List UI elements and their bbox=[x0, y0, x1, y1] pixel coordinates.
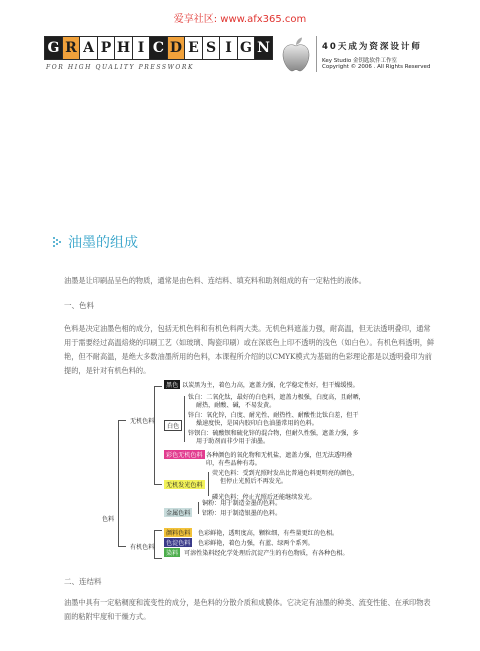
section-title: 油墨的组成 bbox=[68, 235, 138, 251]
logo-letter: I bbox=[219, 36, 238, 60]
tag-pigment: 染料 bbox=[166, 550, 179, 557]
brand-copyright: Copyright © 2006 . All Rights Reserved bbox=[322, 64, 431, 70]
tag-white: 白色 bbox=[164, 420, 182, 431]
fluor-phosphor: 磷光色料：停止光照后还能继续发光。 bbox=[212, 494, 316, 501]
desc-dye: 色彩鲜艳，着色力强，有蓝、绿两个系列。 bbox=[198, 540, 314, 547]
brand-studio: Key Studio 金钥匙软件工作室 bbox=[322, 58, 397, 64]
logo-letter: H bbox=[114, 36, 133, 60]
metal-aluminum: 铝粉：用于制造银墨的色料。 bbox=[202, 510, 282, 517]
white-zinc-2: 燥速度快，是国内胶印白色油墨常用的色料。 bbox=[196, 420, 318, 427]
pigment-paragraph: 色料是决定油墨色相的成分，包括无机色料和有机色料两大类。无机色料遮盖力强，耐高温，但无法透明叠印，通常用于需要经过高温焙烧的印刷工艺（如玻璃、陶瓷印刷）或在深底色上印不透明的浅色（如白色）。有机色料透明，鲜艳，但不耐高温，是绝大多数油墨所用的色料，本课程所介绍的以CMYK模式为基础的色彩理论都是以透明叠印为前提的，是针对有机色料的。 bbox=[64, 324, 435, 375]
logo-letter: S bbox=[202, 36, 221, 60]
node-inorganic: 无机色料 bbox=[130, 418, 155, 425]
tag-dye: 色淀色料 bbox=[166, 540, 191, 547]
white-titanium: 钛白：二氧化钛，最好的白色料，遮盖力极强，白度高，且耐晒， bbox=[188, 394, 365, 401]
desc-lake: 色彩鲜艳，透明度高，颗粒细，有些量更红的色相。 bbox=[198, 530, 339, 537]
heading-binder: 二、连结料 bbox=[64, 577, 102, 586]
watermark-text: 爱享社区: www.afx365.com bbox=[173, 14, 307, 25]
fluor-fluorescent-2: 但停止光照后不再发光。 bbox=[220, 478, 288, 485]
logo-letter: D bbox=[167, 36, 186, 60]
heading-pigment: 一、色料 bbox=[64, 301, 94, 310]
logo-letter: P bbox=[97, 36, 116, 60]
tag-metal: 金属色料 bbox=[166, 510, 191, 517]
node-root: 色料 bbox=[102, 516, 115, 523]
node-organic: 有机色料 bbox=[130, 544, 155, 551]
logo-letter: G bbox=[44, 36, 63, 60]
logo-tagline: FOR HIGH QUALITY PRESSWORK bbox=[46, 64, 195, 71]
logo-letter: A bbox=[79, 36, 98, 60]
logo-letter: E bbox=[184, 36, 203, 60]
tag-fluorescent: 无机发光色料 bbox=[166, 482, 203, 489]
white-lithopone: 锌钡白：硫酸钡和硫化锌的混合物，但耐久性强，遮盖力强，多 bbox=[188, 430, 359, 437]
header-divider bbox=[316, 36, 317, 72]
logo-letter: C bbox=[149, 36, 168, 60]
white-lithopone-2: 用于助剂而非少用于油墨。 bbox=[196, 438, 270, 445]
white-zinc: 锌白：氧化锌，白度、耐光性、耐热性、耐酸性比钛白差，但干 bbox=[188, 412, 359, 419]
intro-paragraph: 油墨是让印刷品呈色的物质，通常是由色料、连结料、填充料和助剂组成的有一定粘性的液体。 bbox=[64, 276, 366, 285]
dots-bullet-icon bbox=[52, 236, 64, 248]
apple-logo-icon bbox=[280, 36, 312, 72]
logo-letter: N bbox=[254, 36, 273, 60]
logo-letter: G bbox=[237, 36, 256, 60]
tag-color-inorganic: 彩色无机色料 bbox=[166, 452, 203, 459]
desc-color-inorganic: 各种颜色的氧化物和无机盐，遮盖力强，但无法透明叠 bbox=[206, 452, 353, 459]
desc-black: 以炭黑为主，着色力高，遮盖力强，化学稳定性好，但干燥缓慢。 bbox=[182, 382, 359, 389]
binder-paragraph: 油墨中具有一定粘稠度和流变性的成分，是色料的分散介质和成膜体。它决定有油墨的种类、流变性能、在承印物表面的粘附牢度和干燥方式。 bbox=[64, 598, 431, 621]
pigment-classification-diagram bbox=[96, 376, 396, 562]
white-titanium-2: 耐热，耐酸、碱，不易发黄。 bbox=[196, 402, 276, 409]
metal-copper: 铜粉：用于制造金墨的色料。 bbox=[202, 500, 282, 507]
logo-letter: R bbox=[62, 36, 81, 60]
brand-title: 40天成为资深设计师 bbox=[322, 42, 422, 52]
desc-color-inorganic-2: 印，有些品种有毒。 bbox=[206, 460, 261, 467]
tag-black: 黑色 bbox=[166, 382, 179, 389]
fluor-fluorescent: 荧光色料：受到光照时发出比普通色料更明亮的颜色， bbox=[212, 470, 359, 477]
logo-letter: I bbox=[132, 36, 151, 60]
tag-lake: 颜料色料 bbox=[166, 530, 191, 537]
desc-pigment: 可溶性染料经化学处理后沉淀产生的有色物质，有各种色相。 bbox=[184, 550, 349, 557]
